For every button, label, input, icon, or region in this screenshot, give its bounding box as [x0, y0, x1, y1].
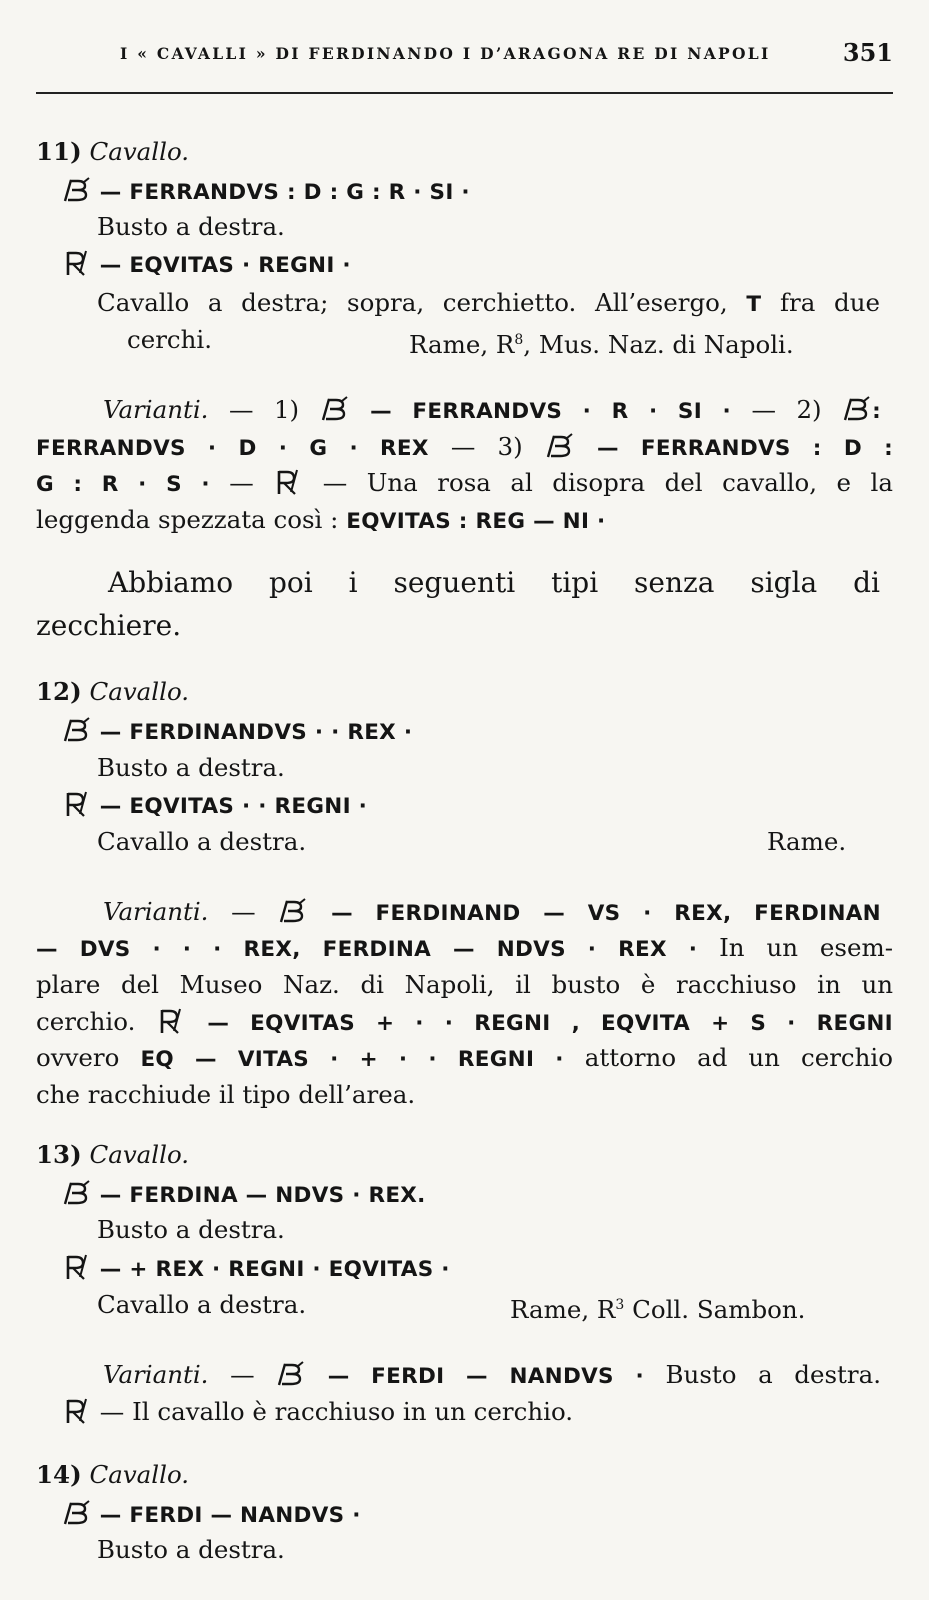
running-header [36, 40, 893, 68]
obverse-sign-icon [62, 1499, 92, 1527]
entry-11-obverse-desc: Busto a destra. [97, 212, 285, 241]
entry-11-reverse: — EQVITAS · REGNI · [62, 249, 351, 281]
page-number: 351 [842, 38, 893, 67]
entry-13-variants-line-2: — Il cavallo è racchiuso in un cerchio. [62, 1397, 573, 1427]
entry-13-heading: 13) Cavallo. [36, 1140, 190, 1169]
entry-12-variants-line-4: cerchio. — EQVITAS + · · REGNI , EQVITA + S · REGNI [36, 1007, 893, 1036]
reverse-sign-icon [62, 1397, 92, 1425]
reverse-sign-icon [62, 790, 92, 818]
entry-11-variants-line-4: leggenda spezzata così : EQVITAS : REG — NI · [36, 505, 606, 534]
obverse-sign-icon [62, 176, 92, 204]
entry-12-variants-line-1: Varianti. — — FERDINAND — VS · REX, FERDINAN [103, 897, 881, 926]
paragraph-line-2: zecchiere. [36, 609, 182, 642]
obverse-sign-icon [545, 432, 575, 460]
entry-11-variants-line-1: Varianti. — 1) — FERRANDVS · R · SI · — 2) : [103, 395, 881, 424]
entry-12-variants-line-6: che racchiude il tipo dell’area. [36, 1080, 416, 1109]
obverse-sign-icon [276, 1360, 306, 1388]
entry-13-reverse: — + REX · REGNI · EQVITAS · [62, 1253, 450, 1285]
reverse-sign-icon [62, 1253, 92, 1281]
entry-11-variants-line-3: G : R · S · — — Una rosa al disopra del cavallo, e la [36, 468, 893, 497]
paragraph-line-1: Abbiamo poi i seguenti tipi senza sigla di [108, 566, 880, 599]
entry-13-obverse: — FERDINA — NDVS · REX. [62, 1179, 426, 1211]
entry-11-reverse-desc: Cavallo a destra; sopra, cerchietto. All’esergo, T fra due [97, 288, 880, 317]
entry-11-heading: 11) Cavallo. [36, 137, 190, 166]
entry-12-variants-line-5: ovvero EQ — VITAS · + · · REGNI · attorno ad un cerchio [36, 1043, 893, 1072]
obverse-sign-icon [278, 897, 308, 925]
entry-12-reverse-desc: Cavallo a destra. [97, 827, 307, 856]
running-title: I « CAVALLI » DI FERDINANDO I D’ARAGONA RE DI NAPOLI [120, 44, 771, 63]
entry-12-reverse: — EQVITAS · · REGNI · [62, 790, 367, 822]
entry-12-obverse: — FERDINANDVS · · REX · [62, 716, 412, 748]
entry-14-obverse: — FERDI — NANDVS · [62, 1499, 361, 1531]
entry-12-variants-line-3: plare del Museo Naz. di Napoli, il busto è racchiuso in un [36, 970, 893, 999]
obverse-sign-icon [320, 395, 350, 423]
reverse-sign-icon [62, 249, 92, 277]
entry-11-variants-line-2: FERRANDVS · D · G · REX — 3) — FERRANDVS : D : [36, 432, 894, 461]
entry-13-obverse-desc: Busto a destra. [97, 1215, 285, 1244]
entry-14-obverse-desc: Busto a destra. [97, 1535, 285, 1564]
entry-11-obverse: — FERRANDVS : D : G : R · SI · [62, 176, 470, 208]
reverse-sign-icon [156, 1007, 186, 1035]
entry-14-heading: 14) Cavallo. [36, 1460, 190, 1489]
entry-12-metal: Rame. [767, 827, 847, 856]
entry-13-reverse-desc: Cavallo a destra. [97, 1290, 307, 1319]
header-rule [36, 92, 893, 94]
entry-11-metal: Rame, $R^8$, Mus. Naz. di Napoli. [409, 330, 794, 359]
entry-11-reverse-desc-cont: cerchi. [127, 325, 213, 354]
entry-12-variants-line-2: — DVS · · · REX, FERDINA — NDVS · REX · In un esem- [36, 933, 893, 962]
entry-12-heading: 12) Cavallo. [36, 677, 190, 706]
obverse-sign-icon [62, 716, 92, 744]
obverse-sign-icon [62, 1179, 92, 1207]
entry-12-obverse-desc: Busto a destra. [97, 753, 285, 782]
obverse-sign-icon [842, 395, 872, 423]
reverse-sign-icon [273, 468, 303, 496]
entry-13-metal: Rame, $R^3$ Coll. Sambon. [510, 1295, 806, 1324]
entry-13-variants-line-1: Varianti. — — FERDI — NANDVS · Busto a destra. [103, 1360, 881, 1389]
